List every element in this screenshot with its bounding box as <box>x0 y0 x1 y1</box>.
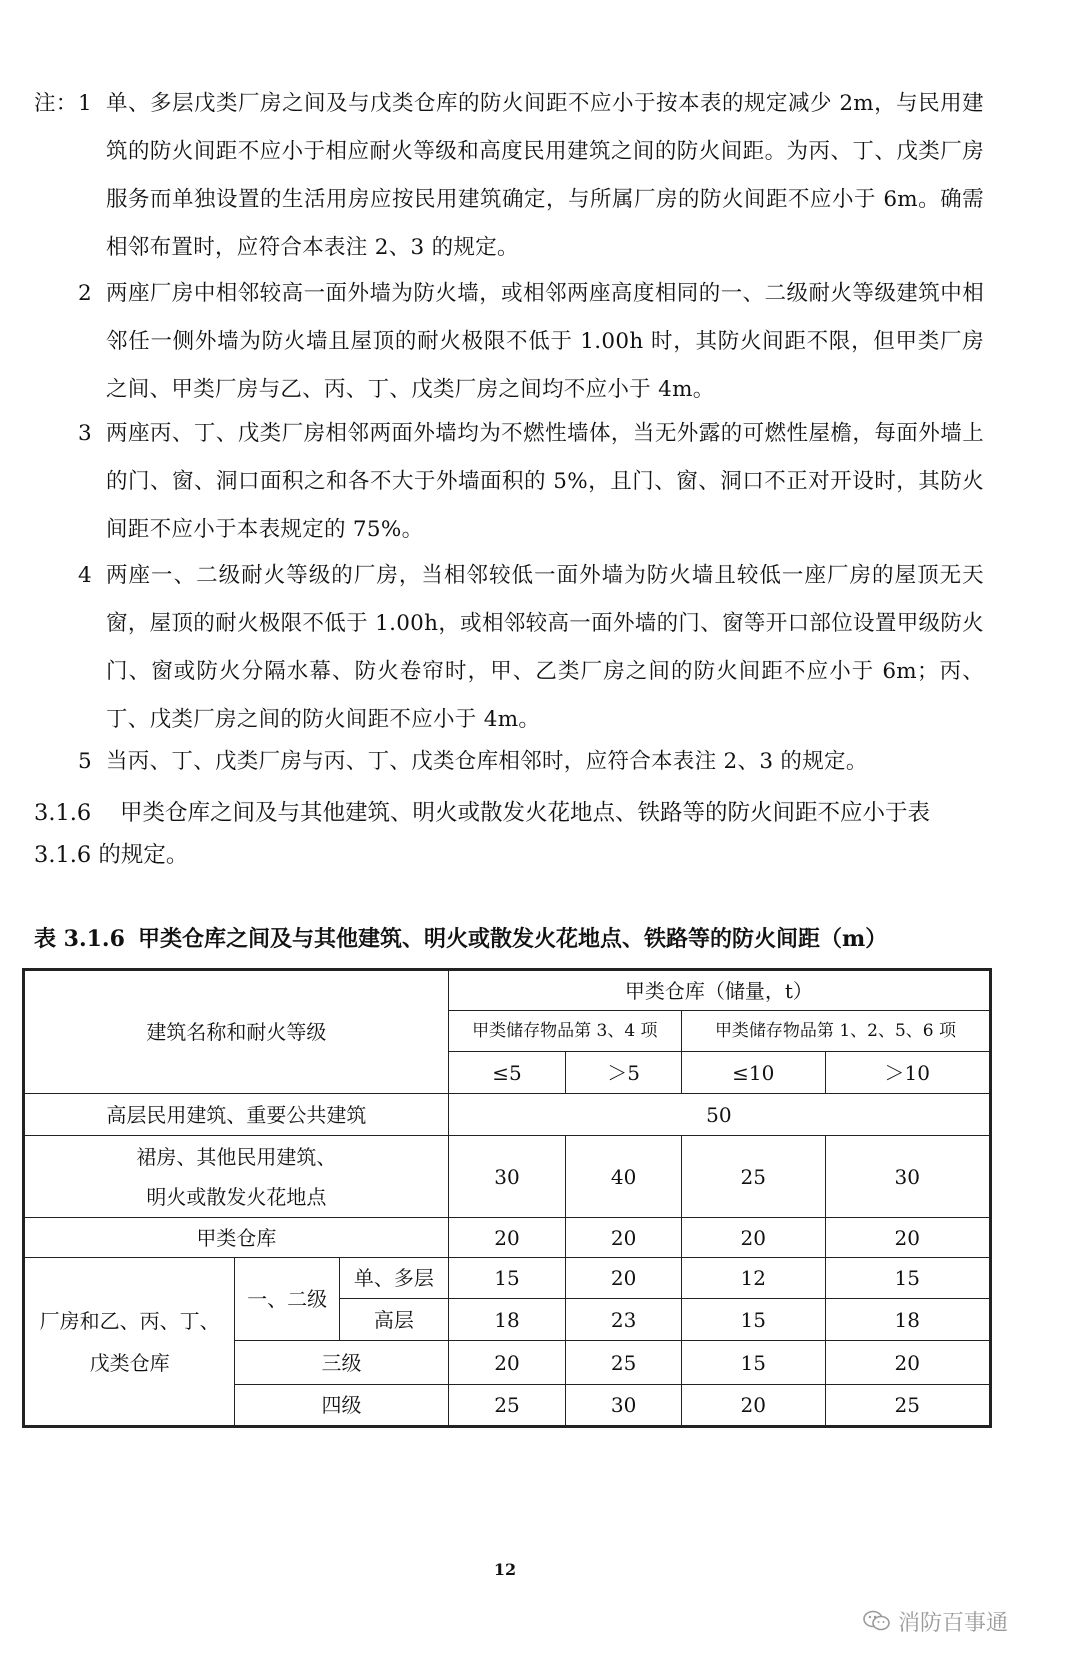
value-cell: 25 <box>566 1341 682 1385</box>
table-caption-title: 甲类仓库之间及与其他建筑、明火或散发火花地点、铁路等的防火间距（m） <box>138 926 888 952</box>
value-cell: 18 <box>448 1299 566 1341</box>
clause-3-1-6 <box>34 792 984 876</box>
row-label-grade4: 四级 <box>235 1385 448 1427</box>
clause-text: 甲类仓库之间及与其他建筑、明火或散发火花地点、铁路等的防火间距不应小于表 3.1.6 的规定。 <box>34 800 931 868</box>
row-label-line: 裙房、其他民用建筑、 <box>136 1144 337 1169</box>
value-cell: 20 <box>681 1218 825 1258</box>
note-4 <box>34 552 984 744</box>
value-cell: 25 <box>825 1385 990 1427</box>
header-sub-a: 甲类储存物品第 3、4 项 <box>448 1011 681 1052</box>
header-group: 甲类仓库（储量，t） <box>448 970 990 1011</box>
note-2 <box>34 270 984 414</box>
note-text: 两座一、二级耐火等级的厂房，当相邻较低一面外墙为防火墙且较低一座厂房的屋顶无天窗，屋顶的耐火极限不低于 1.00h，或相邻较高一面外墙的门、窗等开口部位设置甲级防火门、窗或防火分隔水幕、防火卷帘时，甲、乙类厂房之间的防火间距不应小于 6m；丙、丁、戊类厂房之间的防火间距不应小于 4m。 <box>106 563 984 732</box>
value-cell: 50 <box>448 1094 990 1136</box>
value-cell: 30 <box>448 1136 566 1218</box>
header-building-name: 建筑名称和耐火等级 <box>24 970 449 1094</box>
table-caption <box>34 922 887 953</box>
note-text: 单、多层戊类厂房之间及与戊类仓库的防火间距不应小于按本表的规定减少 2m，与民用建筑的防火间距不应小于相应耐火等级和高度民用建筑之间的防火间距。为丙、丁、戊类厂房服务而单独设置的生活用房应按民用建筑确定，与所属厂房的防火间距不应小于 6m。确需相邻布置时，应符合本表注 2、3 的规定。 <box>106 91 984 260</box>
note-3 <box>34 410 984 554</box>
threshold-cell: ≤10 <box>681 1052 825 1094</box>
note-number: 5 <box>78 749 92 774</box>
header-sub-b: 甲类储存物品第 1、2、5、6 项 <box>681 1011 990 1052</box>
row-label-podium <box>24 1136 449 1218</box>
note-number: 4 <box>78 563 92 588</box>
row-label-line: 戊类仓库 <box>89 1350 170 1375</box>
row-label-jia: 甲类仓库 <box>24 1218 449 1258</box>
note-text: 两座厂房中相邻较高一面外墙为防火墙，或相邻两座高度相同的一、二级耐火等级建筑中相邻任一侧外墙为防火墙且屋顶的耐火极限不低于 1.00h 时，其防火间距不限，但甲类厂房之间、甲类厂房与乙、丙、丁、戊类厂房之间均不应小于 4m。 <box>106 281 984 402</box>
value-cell: 15 <box>681 1299 825 1341</box>
watermark <box>862 1606 1008 1639</box>
clause-number: 3.1.6 <box>34 800 92 826</box>
value-cell: 15 <box>825 1258 990 1299</box>
value-cell: 40 <box>566 1136 682 1218</box>
note-number: 2 <box>78 281 92 306</box>
value-cell: 15 <box>448 1258 566 1299</box>
note-number: 3 <box>78 421 92 446</box>
note-1 <box>34 80 984 272</box>
row-label-factory-group <box>24 1258 235 1427</box>
row-label-line: 厂房和乙、丙、丁、 <box>39 1308 220 1333</box>
value-cell: 25 <box>681 1136 825 1218</box>
note-text: 两座丙、丁、戊类厂房相邻两面外墙均为不燃性墙体，当无外露的可燃性屋檐，每面外墙上的门、窗、洞口面积之和各不大于外墙面积的 5%，且门、窗、洞口不正对开设时，其防火间距不应小于本表规定的 75%。 <box>106 421 984 542</box>
row-label-grade3: 三级 <box>235 1341 448 1385</box>
threshold-cell: ≤5 <box>448 1052 566 1094</box>
threshold-cell: ＞10 <box>825 1052 990 1094</box>
page-number: 12 <box>493 1560 517 1579</box>
table-caption-number: 表 3.1.6 <box>34 926 125 952</box>
wechat-icon <box>862 1609 892 1639</box>
value-cell: 20 <box>825 1341 990 1385</box>
value-cell: 30 <box>566 1385 682 1427</box>
fire-distance-table <box>22 968 992 1428</box>
threshold-cell: ＞5 <box>566 1052 682 1094</box>
note-5 <box>34 738 984 786</box>
notes-label: 注： <box>34 91 78 116</box>
value-cell: 18 <box>825 1299 990 1341</box>
row-label-highrise: 高层民用建筑、重要公共建筑 <box>24 1094 449 1136</box>
value-cell: 20 <box>681 1385 825 1427</box>
row-label-single: 单、多层 <box>340 1258 449 1299</box>
value-cell: 20 <box>448 1218 566 1258</box>
value-cell: 20 <box>448 1341 566 1385</box>
row-label-high: 高层 <box>340 1299 449 1341</box>
value-cell: 15 <box>681 1341 825 1385</box>
note-text: 当丙、丁、戊类厂房与丙、丁、戊类仓库相邻时，应符合本表注 2、3 的规定。 <box>106 749 868 774</box>
value-cell: 25 <box>448 1385 566 1427</box>
value-cell: 20 <box>825 1218 990 1258</box>
value-cell: 30 <box>825 1136 990 1218</box>
value-cell: 12 <box>681 1258 825 1299</box>
note-number: 1 <box>78 91 92 116</box>
row-label-line: 明火或散发火花地点 <box>146 1184 327 1209</box>
watermark-text: 消防百事通 <box>898 1611 1009 1636</box>
row-label-grade12: 一、二级 <box>235 1258 340 1341</box>
value-cell: 20 <box>566 1258 682 1299</box>
value-cell: 20 <box>566 1218 682 1258</box>
value-cell: 23 <box>566 1299 682 1341</box>
